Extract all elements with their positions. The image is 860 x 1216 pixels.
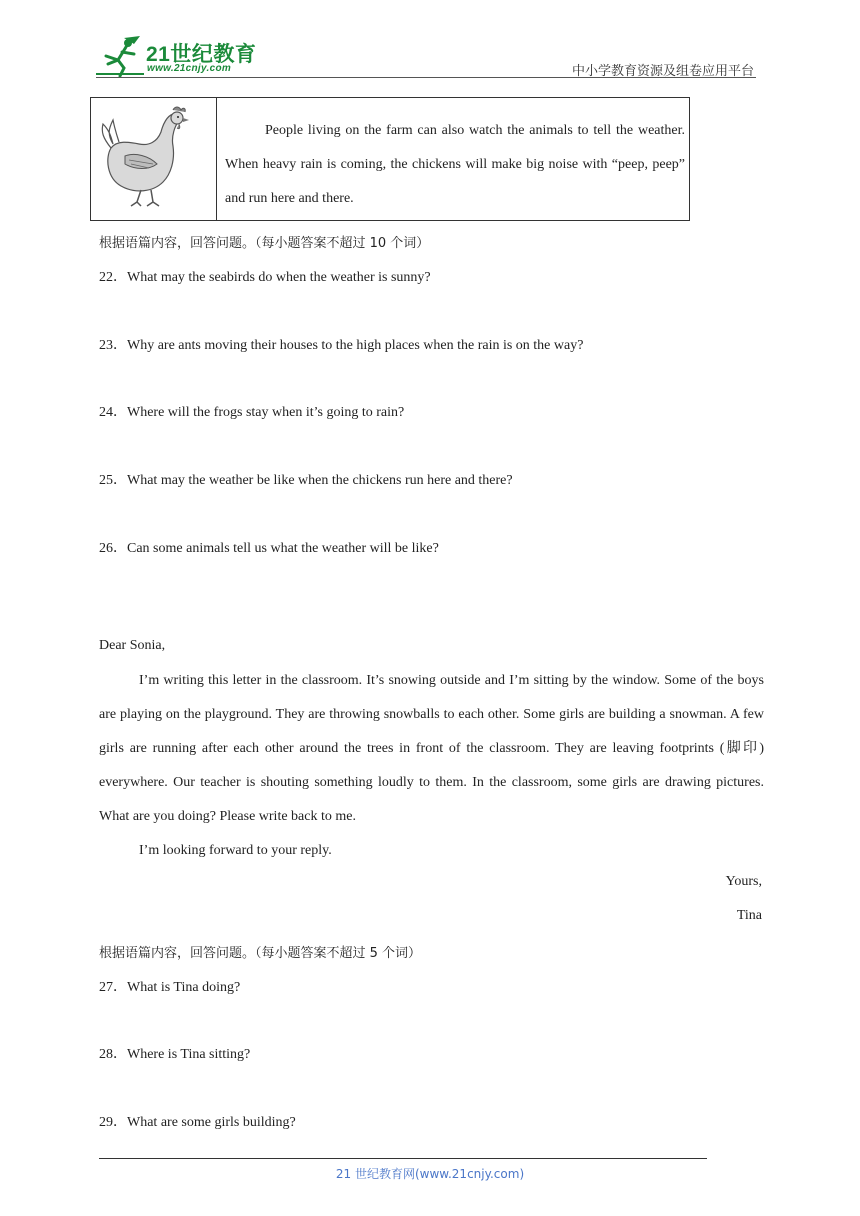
- question-number: 28．: [99, 1047, 127, 1062]
- question-text: Can some animals tell us what the weather will be like?: [127, 541, 439, 556]
- logo-text: 21世纪教育: [146, 43, 257, 66]
- header-divider: [96, 77, 756, 78]
- instruction-1: 根据语篇内容，回答问题。（每小题答案不超过 10 个词）: [99, 236, 430, 251]
- question-text: What are some girls building?: [127, 1115, 296, 1130]
- question-number: 29．: [99, 1115, 127, 1130]
- footer-divider: [99, 1158, 707, 1159]
- question-number: 22．: [99, 270, 127, 285]
- header-platform-text: 中小学教育资源及组卷应用平台: [571, 64, 754, 79]
- question-text: Where will the frogs stay when it’s going to rain?: [127, 405, 405, 420]
- page-header: [0, 0, 860, 80]
- question-number: 25．: [99, 473, 127, 488]
- letter-paragraph: I’m writing this letter in the classroom. It’s snowing outside and I’m sitting by the window. Some of the boys are playing on the playground. They are throwing snowballs to each other. Some girls are building a snowman. A few girls are running after each other around the trees in front of the classroom. They are leaving footprints (脚印) everywhere. Our teacher is shouting something loudly to them. In the classroom, some girls are drawing pictures. What are you doing? Please write back to me.: [99, 673, 764, 824]
- letter-signature: Tina: [736, 908, 762, 923]
- question-number: 26．: [99, 541, 127, 556]
- chicken-icon: [91, 98, 216, 220]
- logo-url: www.21cnjy.com: [147, 63, 232, 74]
- question-23: [99, 334, 583, 354]
- question-27: [99, 976, 240, 996]
- letter-body: [99, 664, 764, 868]
- question-29: [99, 1111, 296, 1131]
- question-number: 27．: [99, 980, 127, 995]
- chicken-image-cell: [91, 98, 217, 220]
- question-text: Where is Tina sitting?: [127, 1047, 251, 1062]
- letter-greeting: Dear Sonia,: [99, 638, 166, 653]
- letter-closing-line: I’m looking forward to your reply.: [139, 843, 332, 858]
- instruction-2: 根据语篇内容，回答问题。（每小题答案不超过 5 个词）: [99, 946, 422, 961]
- question-text: Why are ants moving their houses to the high places when the rain is on the way?: [127, 338, 584, 353]
- question-number: 24．: [99, 405, 127, 420]
- question-number: 23．: [99, 338, 127, 353]
- question-text: What may the seabirds do when the weather is sunny?: [127, 270, 431, 285]
- question-25: [99, 469, 513, 489]
- passage-paragraph: People living on the farm can also watch the animals to tell the weather. When heavy rain is coming, the chickens will make big noise with “peep, peep” and run here and there.: [225, 123, 685, 206]
- question-text: What may the weather be like when the chickens run here and there?: [127, 473, 513, 488]
- question-22: [99, 266, 431, 286]
- letter-sign-off: Yours,: [725, 874, 762, 889]
- passage-table: [90, 97, 690, 221]
- question-text: What is Tina doing?: [127, 980, 241, 995]
- question-26: [99, 537, 439, 557]
- footer-link[interactable]: 21 世纪教育网(www.21cnjy.com): [335, 1167, 525, 1181]
- question-24: [99, 401, 404, 421]
- question-28: [99, 1043, 250, 1063]
